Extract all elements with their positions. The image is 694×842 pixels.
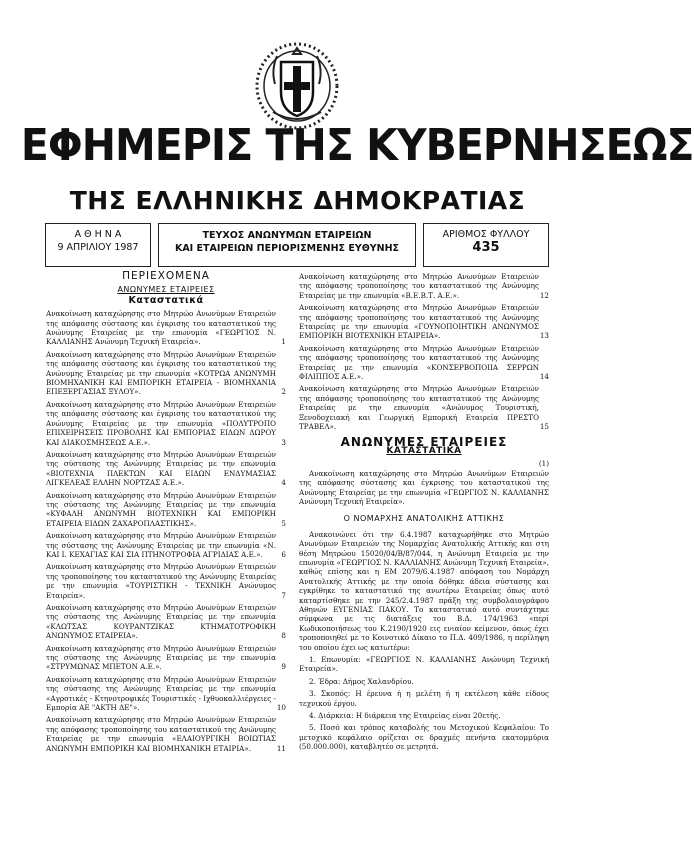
contents-item-text: Ανακοίνωση καταχώρησης στο Μητρώο Ανωνύμων Εταιρειών της απόφασης τροποποίησης του καταστατικού της Ανώνυμης Εταιρείας με την επωνυμία «Β.Ε.Β.Τ. Α.Ε.». bbox=[299, 272, 539, 300]
contents-item-page: 4 bbox=[281, 478, 286, 488]
contents-item bbox=[46, 400, 286, 447]
contents-heading: ΠΕΡΙΕΧΟΜΕΝΑ bbox=[122, 270, 210, 282]
header-issue-line2: ΚΑΙ ΕΤΑΙΡΕΙΩΝ ΠΕΡΙΟΡΙΣΜΕΝΗΣ ΕΥΘΥΝΗΣ bbox=[174, 243, 400, 254]
body-announcement: Ανακοινώνει ότι την 6.4.1987 καταχωρήθηκε στο Μητρώο Ανωνύμων Εταιρειών της Νομαρχίας Ανατολικής Αττικής και στη θέση Μητρώου 15020/04/Β/87/044, η Ανώνυμη Εταιρεία με την επωνυμία «ΓΕΩΡΓΙΟΣ Ν. ΚΑΛΛΙΑΝΗΣ Ανώνυμη Τεχνική Εταιρεία», καθώς επίσης και η ΕΜ 2079/6.4.1987 απόφαση του Νομάρχη Ανατολικής Αττικής με την οποία δόθηκε άδεια σύστασης και εγκρίθηκε το καταστατικό της ανωτέρω Εταιρείας όπως αυτό καταρτίσθηκε με την 245/2.4.1987 πράξη της συμβολαιογράφου Αθηνών ΕΥΓΕΝΙΑΣ ΠΑΚΟΥ. Το καταστατικό αυτό συντάχτηκε σύμφωνα με τις διατάξεις του Β.Δ. 174/1963 «περί Κωδικοποιήσεως του Κ.2190/1920 εις ενιαίον κείμενον, όπως έχει τροποποιηθεί με το Κοινοτικό Δίκαιο το Π.Δ. 409/1986, η περίληψη του οποίου έχει ως κατωτέρω: bbox=[299, 529, 549, 652]
body-entry-number: (1) bbox=[538, 459, 549, 469]
contents-item bbox=[46, 715, 286, 753]
contents-item bbox=[46, 491, 286, 529]
contents-item-text: Ανακοίνωση καταχώρησης στο Μητρώο Ανωνύμων Εταιρειών της απόφασης τροποποίησης του καταστατικού της Ανώνυμης Εταιρείας με την επωνυμία «ΕΛΑΙΟΥΡΓΙΚΗ ΒΟΙΩΤΙΑΣ ΑΝΩΝΥΜΗ ΕΜΠΟΡΙΚΗ ΚΑΙ ΒΙΟΜΗΧΑΝΙΚΗ ΕΤΑΙΡΙΑ». bbox=[46, 715, 276, 753]
body-section-heading: ΑΝΩΝΥΜΕΣ ΕΤΑΙΡΕΙΕΣ bbox=[340, 434, 508, 449]
header-city-date-box bbox=[45, 223, 151, 267]
contents-item-text: Ανακοίνωση καταχώρησης στο Μητρώο Ανωνύμων Εταιρειών της απόφασης σύστασης και έγκρισης του καταστατικού της Ανώνυμης Εταιρείας με την επωνυμία «ΓΕΩΡΓΙΟΣ Ν. ΚΑΛΛΙΑΝΗΣ Ανώνυμη Τεχνική Εταιρεία». bbox=[46, 309, 276, 347]
contents-item bbox=[299, 272, 549, 300]
body-clause: 3. Σκοπός: Η έρευνα ή η μελέτη ή η εκτέλεση κάθε είδους τεχνικού έργου. bbox=[299, 689, 549, 708]
contents-item-text: Ανακοίνωση καταχώρησης στο Μητρώο Ανωνύμων Εταιρειών της σύστασης της Ανώνυμης Εταιρείας με την επωνυμία «Αγροτικές - Κτηνοτροφικές Τουριστικές - Ιχθυοκαλλιέργειες - Εμπορία ΑΕ "ΑΚΤΗ ΔΕ"». bbox=[46, 674, 276, 713]
contents-item-text: Ανακοίνωση καταχώρησης στο Μητρώο Ανωνύμων Εταιρειών της σύστασης της Ανώνυμης Εταιρείας με την επωνυμία «ΣΤΡΥΜΩΝΑΣ ΜΠΕΤΟΝ Α.Ε.». bbox=[46, 643, 276, 672]
contents-item-text: Ανακοίνωση καταχώρησης στο Μητρώο Ανωνύμων Εταιρειών της σύστασης της Ανώνυμης Εταιρείας με την επωνυμία «ΚΛΩΤΣΑΣ ΚΟΥΡΑΝΤΖΙΚΑΣ ΚΤΗΜΑΤΟΤΡΟΦΙΚΗ ΑΝΩΝΥΜΟΣ ΕΤΑΙΡΕΙΑ». bbox=[46, 603, 276, 641]
contents-item-text: Ανακοίνωση καταχώρησης στο Μητρώο Ανωνύμων Εταιρειών της απόφασης σύστασης και έγκρισης του καταστατικού της Ανώνυμης Εταιρείας με την επωνυμία «ΚΟΤΡΩΑ ΑΝΩΝΥΜΗ ΒΙΟΜΗΧΑΝΙΚΗ ΚΑΙ ΕΜΠΟΡΙΚΗ ΕΤΑΙΡΕΙΑ - ΒΙΟΜΗΧΑΝΙΑ ΕΠΕΞΕΡΓΑΣΙΑΣ ΞΥΛΟΥ». bbox=[46, 349, 276, 397]
contents-item-page: 13 bbox=[539, 331, 549, 341]
body-clauses bbox=[299, 655, 549, 752]
contents-item bbox=[46, 562, 286, 600]
header-date: 9 ΑΠΡΙΛΙΟΥ 1987 bbox=[57, 242, 139, 253]
contents-column bbox=[46, 272, 286, 756]
contents-item bbox=[299, 384, 549, 431]
contents-subsection: Καταστατικά bbox=[128, 294, 204, 306]
contents-item-page: 5 bbox=[281, 518, 286, 528]
contents-list bbox=[46, 309, 286, 753]
contents-item-text: Ανακοίνωση καταχώρησης στο Μητρώο Ανωνύμων Εταιρειών της σύστασης της Ανώνυμης Εταιρείας με την επωνυμία «Ν. ΚΑΙ Ι. ΚΕΧΑΓΙΑΣ ΚΑΙ ΣΙΑ ΠΤΗΝΟΤΡΟΦΙΑ ΑΓΡΙΔΙΑΣ Α.Ε.». bbox=[46, 531, 276, 559]
contents-item-text: Ανακοίνωση καταχώρησης στο Μητρώο Ανωνύμων Εταιρειών της τροποποίησης του καταστατικού της Ανώνυμης Εταιρείας με την επωνυμία «ΤΟΥΡΙΣΤΙΚΗ - ΤΕΧΝΙΚΗ Ανώνυμος Εταιρεία». bbox=[46, 562, 276, 600]
body-column bbox=[299, 272, 549, 755]
contents-item-text: Ανακοίνωση καταχώρησης στο Μητρώο Ανωνύμων Εταιρειών της απόφασης τροποποίησης του καταστατικού της Ανώνυμης Εταιρείας με την επωνυμία «Ανώνυμος Τουριστική, Ξενοδοχειακή και Γεωργική Εμπορική Εταιρεία ΠΡΕΣΤΟ ΤΡΑΒΕΛ». bbox=[299, 384, 539, 432]
contents-list-continued bbox=[299, 272, 549, 432]
header-sheet-number: 435 bbox=[472, 240, 500, 255]
body-clause: 1. Επωνυμία: «ΓΕΩΡΓΙΟΣ Ν. ΚΑΛΛΙΑΝΗΣ Ανώνυμη Τεχνική Εταιρεία». bbox=[299, 655, 549, 674]
contents-item-page: 15 bbox=[539, 422, 549, 432]
body-clause: 4. Διάρκεια: Η διάρκεια της Εταιρείας είναι 20ετής. bbox=[309, 711, 501, 721]
body-clause: 5. Ποσό και τρόπος καταβολής του Μετοχικού Κεφαλαίου: Το μετοχικό κεφάλαιο ορίζεται σε δραχμές πενήντα εκατομμύρια (50.000.000), καταβλητέο σε μετρητά. bbox=[299, 723, 549, 752]
coat-of-arms-emblem bbox=[247, 34, 347, 134]
contents-item-page: 9 bbox=[281, 662, 286, 672]
body-subsection-heading: ΚΑΤΑΣΤΑΤΙΚΑ bbox=[386, 445, 462, 456]
contents-item bbox=[46, 644, 286, 672]
body-prefect-heading: Ο ΝΟΜΑΡΧΗΣ ΑΝΑΤΟΛΙΚΗΣ ΑΤΤΙΚΗΣ bbox=[343, 514, 505, 524]
header-issue-box bbox=[158, 223, 416, 267]
contents-item bbox=[46, 603, 286, 641]
contents-item-page: 6 bbox=[281, 549, 286, 559]
masthead-subtitle: ΤΗΣ ΕΛΛΗΝΙΚΗΣ ΔΗΜΟΚΡΑΤΙΑΣ bbox=[69, 186, 526, 215]
contents-item-page: 7 bbox=[281, 590, 286, 600]
contents-item-page: 2 bbox=[281, 387, 286, 397]
contents-item-text: Ανακοίνωση καταχώρησης στο Μητρώο Ανωνύμων Εταιρειών της σύστασης της Ανώνυμης Εταιρείας με την επωνυμία «ΒΙΟΤΕΧΝΙΑ ΠΛΕΚΤΩΝ ΚΑΙ ΕΙΔΩΝ ΕΝΔΥΜΑΣΙΑΣ ΛΙΓΚΕΛΕΑΣ ΕΛΛΗΝ ΝΟΡΤΖΑΣ Α.Ε.». bbox=[46, 449, 276, 488]
contents-item-page: 10 bbox=[276, 703, 286, 713]
header-city: Α Θ Η Ν Α bbox=[74, 229, 122, 240]
contents-item-page: 11 bbox=[276, 743, 286, 753]
body-clause: 2. Έδρα: Δήμος Χαλανδρίου. bbox=[309, 676, 414, 686]
contents-item-page: 12 bbox=[539, 290, 549, 300]
contents-item-page: 14 bbox=[539, 372, 549, 382]
contents-item-page: 8 bbox=[281, 631, 286, 641]
header-sheet-label: ΑΡΙΘΜΟΣ ΦΥΛΛΟΥ bbox=[442, 229, 530, 240]
contents-item bbox=[299, 303, 549, 341]
contents-item-text: Ανακοίνωση καταχώρησης στο Μητρώο Ανωνύμων Εταιρειών της απόφασης τροποποίησης του καταστατικού της Ανώνυμης Εταιρείας με την επωνυμία «ΓΟΥΝΟΠΟΙΗΤΙΚΗ ΑΝΩΝΥΜΟΣ ΕΜΠΟΡΙΚΗ ΒΙΟΤΕΧΝΙΚΗ ΕΤΑΙΡΕΙΑ». bbox=[299, 303, 539, 341]
body-intro: Ανακοίνωση καταχώρησης στο Μητρώο Ανωνύμων Εταιρειών της απόφασης σύστασης και έγκρισης του καταστατικού της Ανώνυμης Εταιρείας με την επωνυμία «ΓΕΩΡΓΙΟΣ Ν. ΚΑΛΛΙΑΝΗΣ Ανώνυμη Τεχνική Εταιρεία». bbox=[299, 468, 549, 506]
contents-item bbox=[46, 350, 286, 397]
contents-item-text: Ανακοίνωση καταχώρησης στο Μητρώο Ανωνύμων Εταιρειών της απόφασης σύστασης και έγκρισης του καταστατικού της Ανώνυμης Εταιρείας με την επωνυμία «ΠΟΛΥΤΡΟΠΟ ΕΠΙΧΕΙΡΗΣΕΙΣ ΠΡΟΒΟΛΗΣ ΚΑΙ ΕΜΠΟΡΙΑΣ ΕΙΔΩΝ ΔΩΡΟΥ ΚΑΙ ΔΙΑΚΟΣΜΗΣΕΩΣ Α.Ε.». bbox=[46, 399, 276, 447]
contents-item-page: 1 bbox=[281, 337, 286, 347]
masthead-title: ΕΦΗΜΕΡΙΣ ΤΗΣ ΚΥΒΕΡΝΗΣΕΩΣ bbox=[20, 120, 694, 171]
contents-section: ΑΝΩΝΥΜΕΣ ΕΤΑΙΡΕΙΕΣ bbox=[117, 285, 215, 295]
contents-item-text: Ανακοίνωση καταχώρησης στο Μητρώο Ανωνύμων Εταιρειών της σύστασης της Ανώνυμης Εταιρείας με την επωνυμία «ΚΥΦΑΛΗ ΑΝΩΝΥΜΗ ΒΙΟΤΕΧΝΙΚΗ ΚΑΙ ΕΜΠΟΡΙΚΗ ΕΤΑΙΡΕΙΑ ΕΙΔΩΝ ΖΑΧΑΡΟΠΛΑΣΤΙΚΗΣ». bbox=[46, 490, 276, 528]
contents-item bbox=[46, 531, 286, 559]
contents-item bbox=[299, 344, 549, 382]
header-issue-line1: ΤΕΥΧΟΣ ΑΝΩΝΥΜΩΝ ΕΤΑΙΡΕΙΩΝ bbox=[202, 230, 372, 241]
header-sheet-box bbox=[423, 223, 549, 267]
contents-item-page: 3 bbox=[281, 437, 286, 447]
contents-item bbox=[46, 309, 286, 347]
contents-item bbox=[46, 675, 286, 713]
contents-item bbox=[46, 450, 286, 488]
contents-item-text: Ανακοίνωση καταχώρησης στο Μητρώο Ανωνύμων Εταιρειών της απόφασης τροποποίησης του καταστατικού της Ανώνυμης Εταιρείας με την επωνυμία «ΚΟΝΣΕΡΒΟΠΟΙΙΑ ΣΕΡΡΩΝ ΦΙΛΙΠΠΟΣ Α.Ε.». bbox=[299, 343, 539, 382]
